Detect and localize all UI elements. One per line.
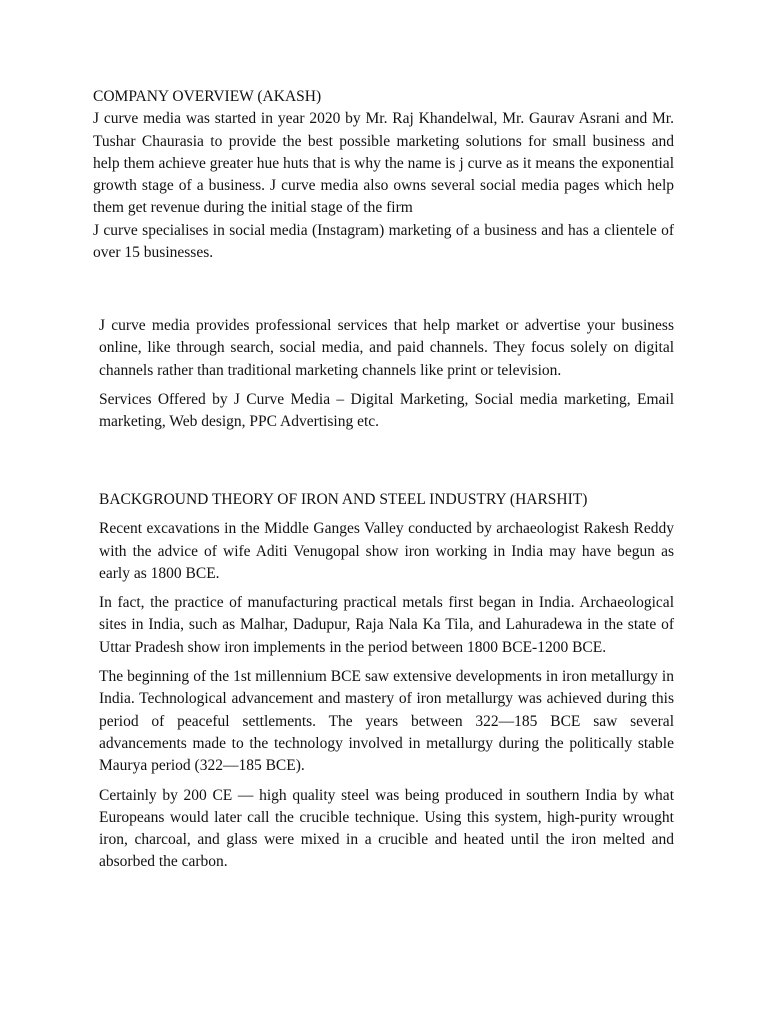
background-theory-heading: BACKGROUND THEORY OF IRON AND STEEL INDUSTRY (HARSHIT) (99, 491, 588, 508)
company-overview-heading: COMPANY OVERVIEW (AKASH) (93, 88, 322, 105)
background-theory-paragraph: Recent excavations in the Middle Ganges Valley conducted by archaeologist Rakesh Reddy with the advice of wife Aditi Venugopal show iron working in India may have begun as early as 1800 BCE. (99, 520, 674, 582)
services-section (99, 315, 674, 433)
company-overview-section (93, 86, 674, 264)
services-paragraph: J curve media provides professional services that help market or advertise your business online, like through search, social media, and paid channels. They focus solely on digital channels rather than traditional marketing channels like print or television. (99, 317, 674, 379)
services-offered-paragraph: Services Offered by J Curve Media – Digital Marketing, Social media marketing, Email marketing, Web design, PPC Advertising etc. (99, 390, 674, 431)
background-theory-paragraph: Certainly by 200 CE — high quality steel was being produced in southern India by what Europeans would later call the crucible technique. Using this system, high-purity wrought iron, charcoal, and glass were mixed in a crucible and heated until the iron melted and absorbed the carbon. (99, 786, 674, 871)
background-theory-section (99, 489, 674, 874)
background-theory-paragraph: The beginning of the 1st millennium BCE saw extensive developments in iron metallurgy in India. Technological advancement and mastery of iron metallurgy was achieved during this period of peaceful settlements. The years between 322—185 BCE saw several advancements made to the technology involved in metallurgy during the politically stable Maurya period (322—185 BCE). (99, 668, 674, 775)
company-overview-paragraph: J curve media was started in year 2020 by Mr. Raj Khandelwal, Mr. Gaurav Asrani and Mr. Tushar Chaurasia to provide the best possible marketing solutions for small business and help them achieve greater hue huts that is why the name is j curve as it means the exponential growth stage of a business. J curve media also owns several social media pages which help them get revenue during the initial stage of the firm (93, 110, 674, 217)
background-theory-paragraph: In fact, the practice of manufacturing practical metals first began in India. Archaeological sites in India, such as Malhar, Dadupur, Raja Nala Ka Tila, and Lahuradewa in the state of Uttar Pradesh show iron implements in the period between 1800 BCE-1200 BCE. (99, 594, 674, 656)
company-overview-paragraph: J curve specialises in social media (Instagram) marketing of a business and has a clientele of over 15 businesses. (93, 221, 674, 262)
